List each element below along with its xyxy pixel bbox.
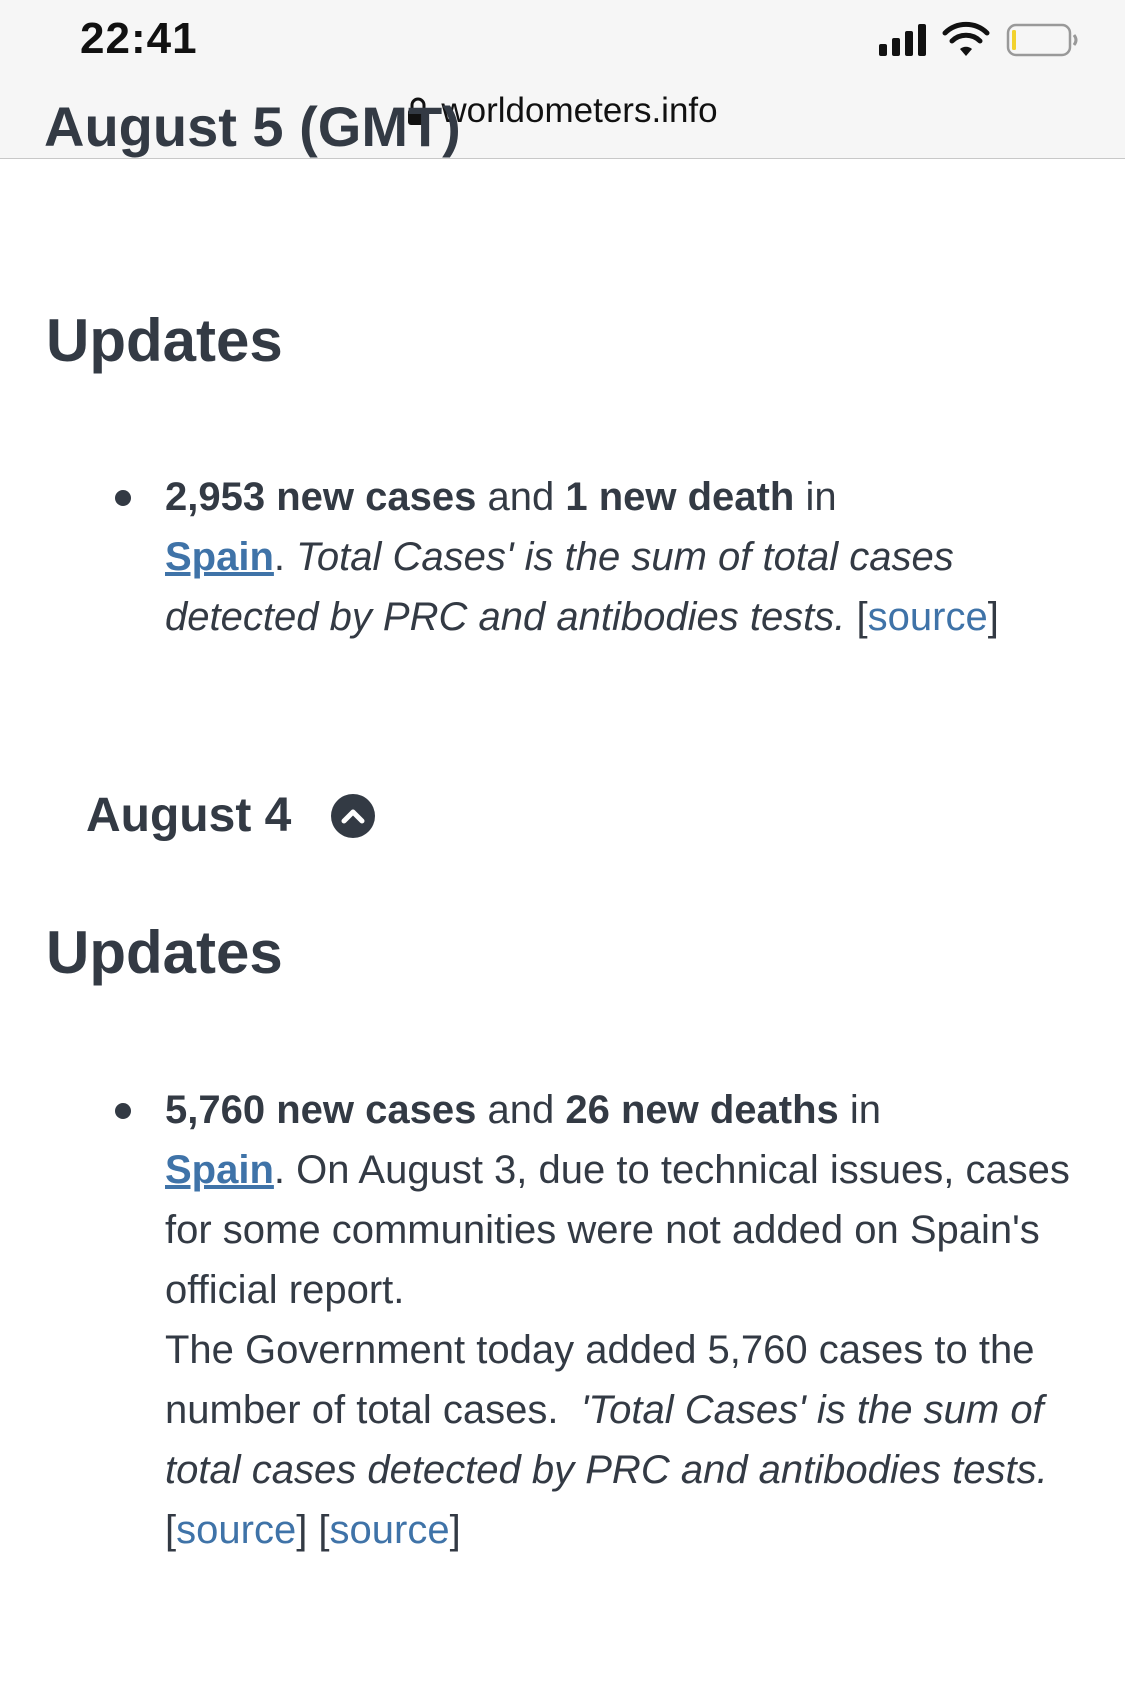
status-icons (879, 20, 1080, 60)
cellular-signal-icon (879, 24, 926, 56)
new-cases-count: 5,760 new cases (165, 1088, 477, 1132)
source-link[interactable]: source (329, 1508, 450, 1552)
update-note: On August 3, due to technical issues, cases for some communities were not added on Spain's official report. (165, 1148, 1070, 1312)
update-item: 2,953 new cases and 1 new death in Spain. Total Cases' is the sum of total cases detected by PRC and antibodies tests. [source] (115, 467, 1095, 647)
country-link-spain[interactable]: Spain (165, 535, 274, 579)
new-deaths-count: 26 new deaths (565, 1088, 839, 1132)
cut-off-date-text: August 5 (GMT) (44, 95, 461, 158)
new-cases-count: 2,953 new cases (165, 475, 477, 519)
collapse-button[interactable] (331, 794, 375, 838)
update-item: 5,760 new cases and 26 new deaths in Spain. On August 3, due to technical issues, cases for some communities were not added on Spain's official report. The Government today added 5,760 cases to the number of total cases. 'Total Cases' is the sum of total cases detected by PRC and antibodies tests. [source] [source] (115, 1080, 1095, 1560)
updates-heading: Updates (46, 919, 283, 986)
update-note-2: The Government today added 5,760 cases to the number of total cases. (165, 1328, 1035, 1432)
total-cases-note: 'Total Cases' is the sum of total cases detected by PRC and antibodies tests. (165, 1388, 1048, 1492)
battery-icon (1006, 22, 1080, 58)
status-time: 22:41 (80, 14, 198, 63)
cut-off-date-header (44, 95, 464, 178)
date-label: August 4 (86, 789, 292, 842)
source-link[interactable]: source (176, 1508, 297, 1552)
url-text[interactable]: worldometers.info (441, 91, 718, 130)
date-row (86, 788, 375, 843)
updates-heading: Updates (46, 307, 283, 374)
total-cases-note: Total Cases' is the sum of total cases detected by PRC and antibodies tests. (165, 535, 954, 639)
updates-list (115, 467, 1095, 647)
updates-list (115, 1080, 1095, 1560)
source-link[interactable]: source (867, 595, 988, 639)
wifi-icon (942, 22, 990, 58)
new-deaths-count: 1 new death (565, 475, 795, 519)
country-link-spain[interactable]: Spain (165, 1148, 274, 1192)
chevron-up-icon (341, 808, 365, 824)
